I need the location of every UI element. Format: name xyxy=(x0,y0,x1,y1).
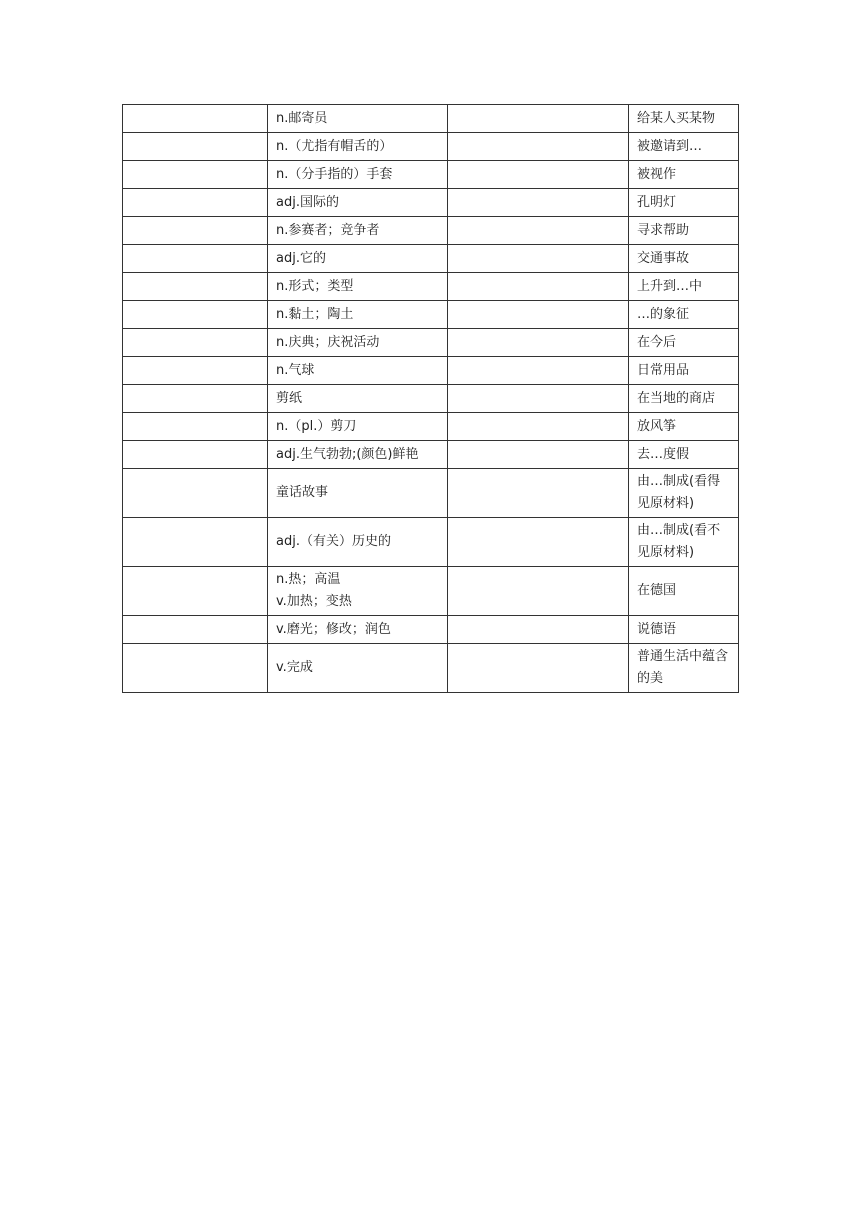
phrase-en-cell xyxy=(448,567,629,616)
word-cell xyxy=(123,329,268,357)
phrase-cn-cell: 交通事故 xyxy=(629,245,739,273)
phrase-cn-cell: …的象征 xyxy=(629,301,739,329)
meaning-cell xyxy=(268,105,448,133)
meaning-line: n.形式；类型 xyxy=(276,278,354,294)
table-row xyxy=(123,616,739,644)
phrase-cn-cell: 说德语 xyxy=(629,616,739,644)
word-cell xyxy=(123,189,268,217)
phrase-en-cell xyxy=(448,441,629,469)
phrase-cn-cell: 在德国 xyxy=(629,567,739,616)
meaning-line: n.（分手指的）手套 xyxy=(276,166,393,182)
phrase-en-cell xyxy=(448,133,629,161)
word-cell xyxy=(123,469,268,518)
table-row xyxy=(123,357,739,385)
phrase-en-cell xyxy=(448,385,629,413)
phrase-cn-cell: 去…度假 xyxy=(629,441,739,469)
meaning-cell xyxy=(268,567,448,616)
meaning-line: n.（尤指有帽舌的） xyxy=(276,138,393,154)
meaning-line: 童话故事 xyxy=(276,485,329,500)
word-cell xyxy=(123,133,268,161)
vocabulary-table xyxy=(122,104,739,693)
meaning-line: n.参赛者；竞争者 xyxy=(276,222,380,238)
meaning-cell xyxy=(268,245,448,273)
phrase-en-cell xyxy=(448,273,629,301)
table-row xyxy=(123,413,739,441)
meaning-cell xyxy=(268,518,448,567)
phrase-cn-cell: 被视作 xyxy=(629,161,739,189)
table-row xyxy=(123,329,739,357)
phrase-cn-cell: 给某人买某物 xyxy=(629,105,739,133)
meaning-cell xyxy=(268,217,448,245)
table-row xyxy=(123,567,739,616)
phrase-en-cell xyxy=(448,616,629,644)
word-cell xyxy=(123,385,268,413)
meaning-cell xyxy=(268,189,448,217)
phrase-cn-cell: 由…制成(看不见原材料) xyxy=(629,518,739,567)
phrase-cn-cell: 上升到…中 xyxy=(629,273,739,301)
meaning-line: n.庆典；庆祝活动 xyxy=(276,334,380,350)
table-row xyxy=(123,385,739,413)
phrase-cn-cell: 由…制成(看得见原材料) xyxy=(629,469,739,518)
phrase-en-cell xyxy=(448,245,629,273)
phrase-en-cell xyxy=(448,469,629,518)
meaning-line: adj.（有关）历史的 xyxy=(276,534,391,549)
meaning-cell xyxy=(268,385,448,413)
word-cell xyxy=(123,161,268,189)
table-row xyxy=(123,105,739,133)
meaning-line: adj.国际的 xyxy=(276,194,339,210)
phrase-cn-cell: 普通生活中蕴含的美 xyxy=(629,644,739,693)
phrase-cn-cell: 放风筝 xyxy=(629,413,739,441)
table-row xyxy=(123,189,739,217)
phrase-cn-cell: 在当地的商店 xyxy=(629,385,739,413)
phrase-en-cell xyxy=(448,161,629,189)
phrase-cn-cell: 孔明灯 xyxy=(629,189,739,217)
meaning-cell xyxy=(268,644,448,693)
table-row xyxy=(123,217,739,245)
meaning-cell xyxy=(268,301,448,329)
phrase-cn-cell: 在今后 xyxy=(629,329,739,357)
meaning-cell xyxy=(268,469,448,518)
phrase-en-cell xyxy=(448,189,629,217)
meaning-cell xyxy=(268,161,448,189)
table-row xyxy=(123,273,739,301)
table-row xyxy=(123,518,739,567)
phrase-cn-cell: 被邀请到… xyxy=(629,133,739,161)
phrase-en-cell xyxy=(448,105,629,133)
meaning-line: adj.生气勃勃;(颜色)鲜艳 xyxy=(276,446,419,462)
table-row xyxy=(123,441,739,469)
phrase-en-cell xyxy=(448,357,629,385)
word-cell xyxy=(123,105,268,133)
meaning-line: 剪纸 xyxy=(276,390,303,406)
meaning-line: n.邮寄员 xyxy=(276,110,328,126)
table-row xyxy=(123,133,739,161)
word-cell xyxy=(123,518,268,567)
table-row xyxy=(123,301,739,329)
word-cell xyxy=(123,357,268,385)
word-cell xyxy=(123,567,268,616)
meaning-line: v.加热；变热 xyxy=(276,594,352,609)
word-cell xyxy=(123,245,268,273)
meaning-cell xyxy=(268,413,448,441)
phrase-en-cell xyxy=(448,518,629,567)
word-cell xyxy=(123,413,268,441)
phrase-cn-cell: 寻求帮助 xyxy=(629,217,739,245)
table-row xyxy=(123,644,739,693)
meaning-line: v.完成 xyxy=(276,660,313,675)
table-row xyxy=(123,161,739,189)
meaning-line: v.磨光；修改；润色 xyxy=(276,621,391,637)
phrase-en-cell xyxy=(448,217,629,245)
phrase-en-cell xyxy=(448,644,629,693)
word-cell xyxy=(123,273,268,301)
word-cell xyxy=(123,217,268,245)
vocabulary-table-body xyxy=(123,105,739,693)
phrase-en-cell xyxy=(448,301,629,329)
meaning-cell xyxy=(268,441,448,469)
table-row xyxy=(123,469,739,518)
phrase-en-cell xyxy=(448,329,629,357)
meaning-line: n.（pl.）剪刀 xyxy=(276,418,357,434)
meaning-cell xyxy=(268,357,448,385)
meaning-line: n.热；高温 xyxy=(276,572,341,587)
word-cell xyxy=(123,441,268,469)
meaning-line: n.气球 xyxy=(276,362,315,378)
phrase-cn-cell: 日常用品 xyxy=(629,357,739,385)
meaning-cell xyxy=(268,616,448,644)
meaning-cell xyxy=(268,273,448,301)
meaning-line: adj.它的 xyxy=(276,250,326,266)
word-cell xyxy=(123,616,268,644)
word-cell xyxy=(123,644,268,693)
word-cell xyxy=(123,301,268,329)
meaning-cell xyxy=(268,329,448,357)
meaning-cell xyxy=(268,133,448,161)
table-row xyxy=(123,245,739,273)
phrase-en-cell xyxy=(448,413,629,441)
meaning-line: n.黏土；陶土 xyxy=(276,306,354,322)
